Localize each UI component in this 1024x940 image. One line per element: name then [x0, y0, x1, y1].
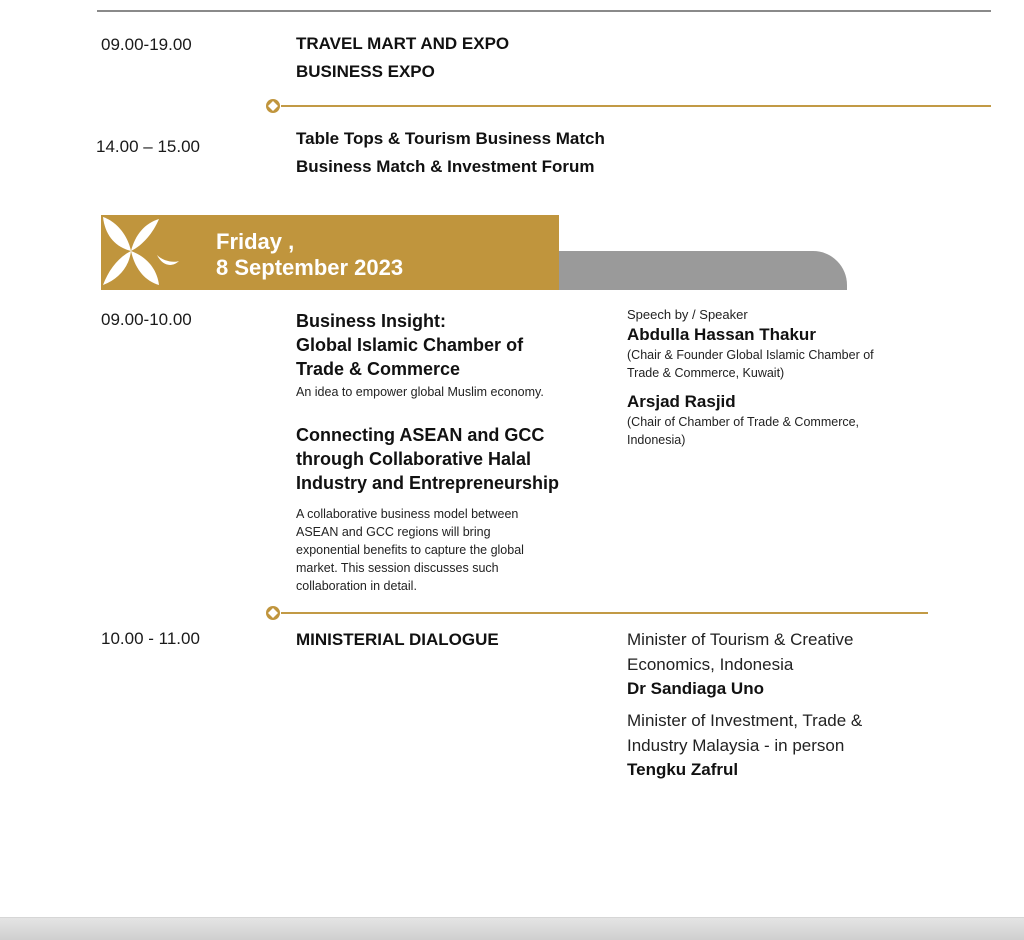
session-title-line: Table Tops & Tourism Business Match	[296, 129, 605, 148]
minister-name: Dr Sandiaga Uno	[627, 679, 764, 698]
session-title-line: Business Insight:	[296, 311, 447, 331]
petal-motif-icon	[101, 215, 181, 290]
session-description-line: ASEAN and GCC regions will bring	[296, 525, 491, 539]
session-title: MINISTERIAL DIALOGUE	[296, 630, 499, 649]
session-title-line: Connecting ASEAN and GCC	[296, 425, 545, 445]
speaker-role-line: Indonesia)	[627, 433, 686, 447]
ministers	[627, 628, 947, 782]
banner-gray-tab	[540, 251, 847, 290]
diamond-bullet-icon	[265, 605, 281, 621]
minister-role-line: Economics, Indonesia	[627, 654, 794, 674]
minister-role-line: Minister of Tourism & Creative	[627, 630, 854, 649]
session-description-line: market. This session discusses such	[296, 561, 499, 575]
session-title-line: Global Islamic Chamber of	[296, 335, 524, 355]
gold-divider	[281, 105, 991, 107]
session-time: 14.00 – 15.00	[96, 137, 200, 156]
minister-name: Tengku Zafrul	[627, 760, 739, 779]
speaker-role-line: (Chair of Chamber of Trade & Commerce,	[627, 415, 860, 429]
session-description-line: collaboration in detail.	[296, 579, 417, 593]
speaker-label: Speech by / Speaker	[627, 307, 748, 322]
session-title-line: Trade & Commerce	[296, 359, 461, 379]
banner-date	[216, 229, 403, 281]
session-title-line: Business Match & Investment Forum	[296, 157, 595, 176]
session-title-line: Industry and Entrepreneurship	[296, 473, 560, 493]
session-title-line: BUSINESS EXPO	[296, 62, 435, 81]
session-description: An idea to empower global Muslim economy.	[296, 385, 544, 399]
gold-divider	[281, 612, 928, 614]
session-title-line: TRAVEL MART AND EXPO	[296, 34, 510, 53]
session-description-line: A collaborative business model between	[296, 507, 519, 521]
session-title	[296, 125, 605, 181]
session-description-line: exponential benefits to capture the global	[296, 543, 524, 557]
session-title-line: through Collaborative Halal	[296, 449, 532, 469]
speaker-name: Abdulla Hassan Thakur	[627, 325, 816, 344]
speaker-role-line: (Chair & Founder Global Islamic Chamber of	[627, 348, 874, 362]
speaker-role-line: Trade & Commerce, Kuwait)	[627, 366, 785, 380]
banner-date-text: 8 September 2023	[216, 255, 404, 280]
minister-role-line: Minister of Investment, Trade &	[627, 711, 863, 730]
session-time: 09.00-10.00	[101, 310, 192, 329]
session-title	[296, 30, 509, 86]
top-divider	[97, 10, 991, 12]
session-time: 09.00-19.00	[101, 35, 192, 54]
diamond-bullet-icon	[265, 98, 281, 114]
banner-day: Friday ,	[216, 229, 295, 254]
bottom-scroll-edge	[0, 917, 1024, 940]
session-time: 10.00 - 11.00	[101, 629, 200, 648]
session-details	[296, 309, 596, 595]
speakers	[627, 306, 947, 449]
speaker-name: Arsjad Rasjid	[627, 392, 736, 411]
minister-role-line: Industry Malaysia - in person	[627, 735, 845, 755]
